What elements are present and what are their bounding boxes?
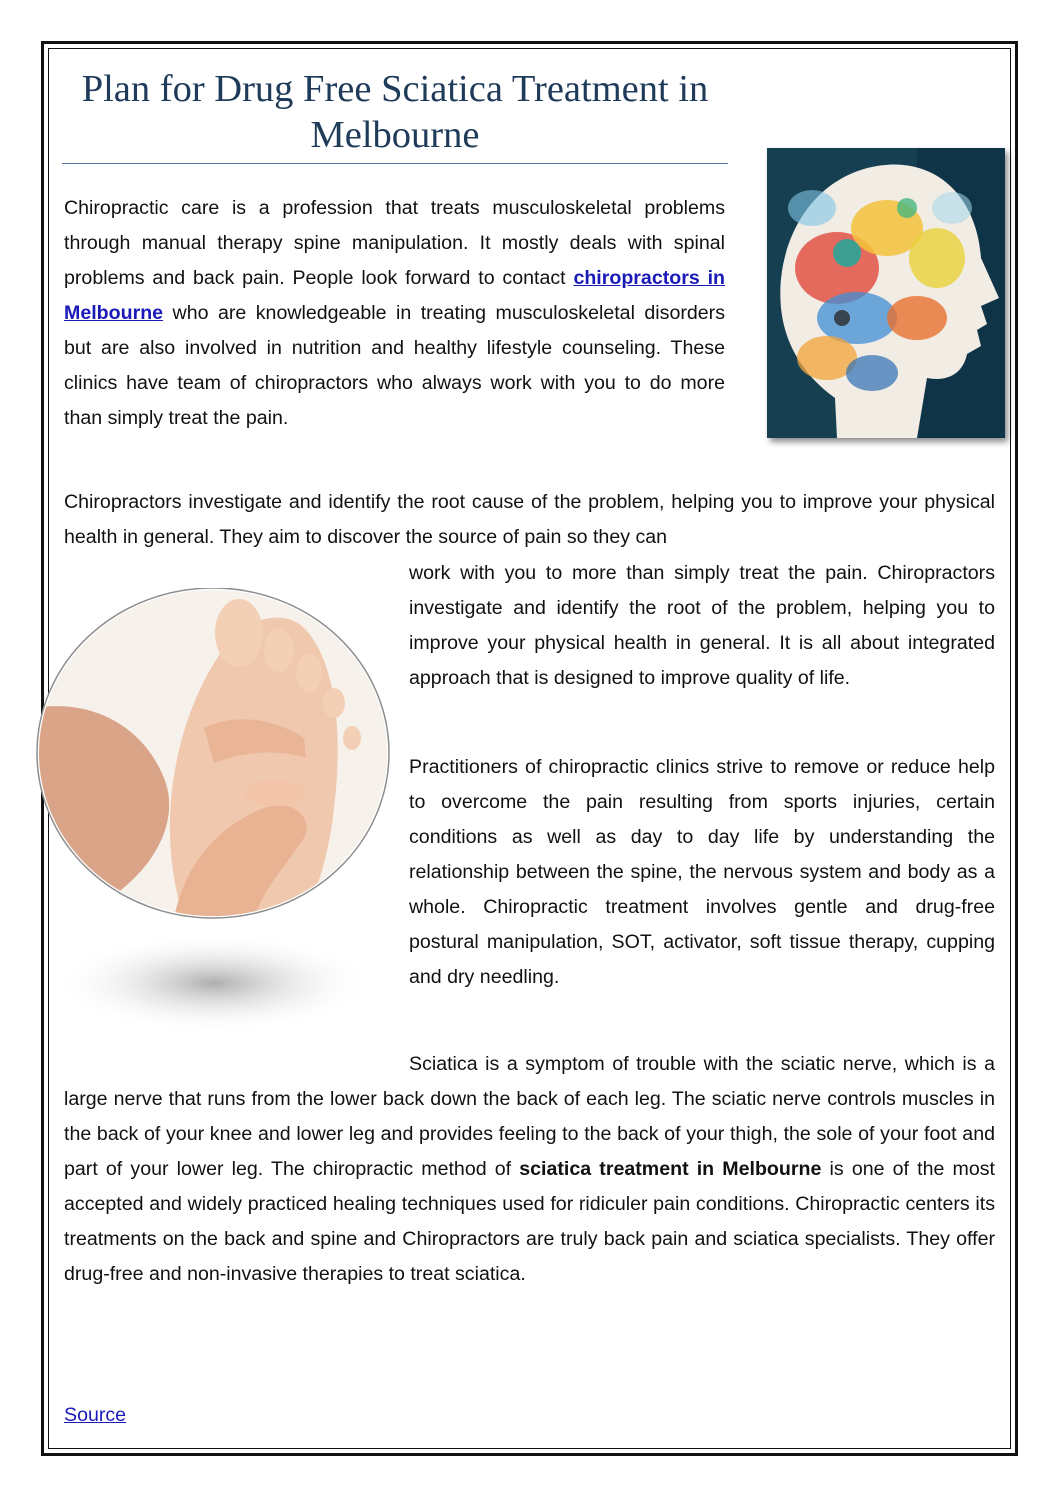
page-title: Plan for Drug Free Sciatica Treatment in Melbourne: [81, 68, 709, 156]
foot-massage-image: [34, 588, 392, 1048]
paragraph-intro-text-2: who are knowledgeable in treating musculoskeletal disorders but are also involved in nutrition and healthy lifestyle counseling. These clinics have team of chiropractors who always work with you to do more than simply treat the pain.: [64, 302, 725, 429]
paragraph-sciatica-text-1: Sciatica is a symptom of trouble with the sciatic nerve, which is a large nerve that runs from the lower back down the back of each leg. The sciatic nerve controls muscles in the back of your knee and lower leg and provides feeling to the back of your thigh, the sole of your foot and part of your lower leg. The chiropractic method of: [64, 1053, 995, 1180]
paragraph-practitioners: Practitioners of chiropractic clinics strive to remove or reduce help to overcome the pain resulting from sports injuries, certain conditions as well as day to day life by understanding the relationship between the spine, the nervous system and body as a whole. Chiropractic treatment involves gentle and drug-free postural manipulation, SOT, activator, soft tissue therapy, cupping and dry needling.: [409, 756, 995, 988]
chiropractors-link[interactable]: chiropractors in Melbourne: [64, 267, 725, 324]
source-link[interactable]: Source: [64, 1404, 127, 1426]
paragraph-sciatica-text-2: is one of the most accepted and widely practiced healing techniques used for ridiculer pain conditions. Chiropractic centers its treatments on the back and spine and Chiropractors are truly back pain and sciatica specialists. They offer drug-free and non-invasive therapies to treat sciatica.: [64, 1158, 995, 1285]
sciatica-treatment-emphasis: sciatica treatment in Melbourne: [519, 1158, 822, 1180]
paragraph-sciatica: [64, 1047, 995, 1292]
paragraph-intro: [64, 191, 725, 436]
watercolor-head-image: [767, 148, 1005, 438]
paragraph-integrated-approach: work with you to more than simply treat the pain. Chiropractors investigate and identify the root of the problem, helping you to improve your physical health in general. It is all about integrated approach that is designed to improve quality of life.: [409, 562, 995, 689]
title-underline: [62, 163, 728, 164]
paragraph-root-cause: Chiropractors investigate and identify the root cause of the problem, helping you to improve your physical health in general. They aim to discover the source of pain so they can: [64, 491, 995, 548]
paragraph-intro-text-1: Chiropractic care is a profession that treats musculoskeletal problems through manual therapy spine manipulation. It mostly deals with spinal problems and back pain. People look forward to contact: [64, 197, 725, 289]
